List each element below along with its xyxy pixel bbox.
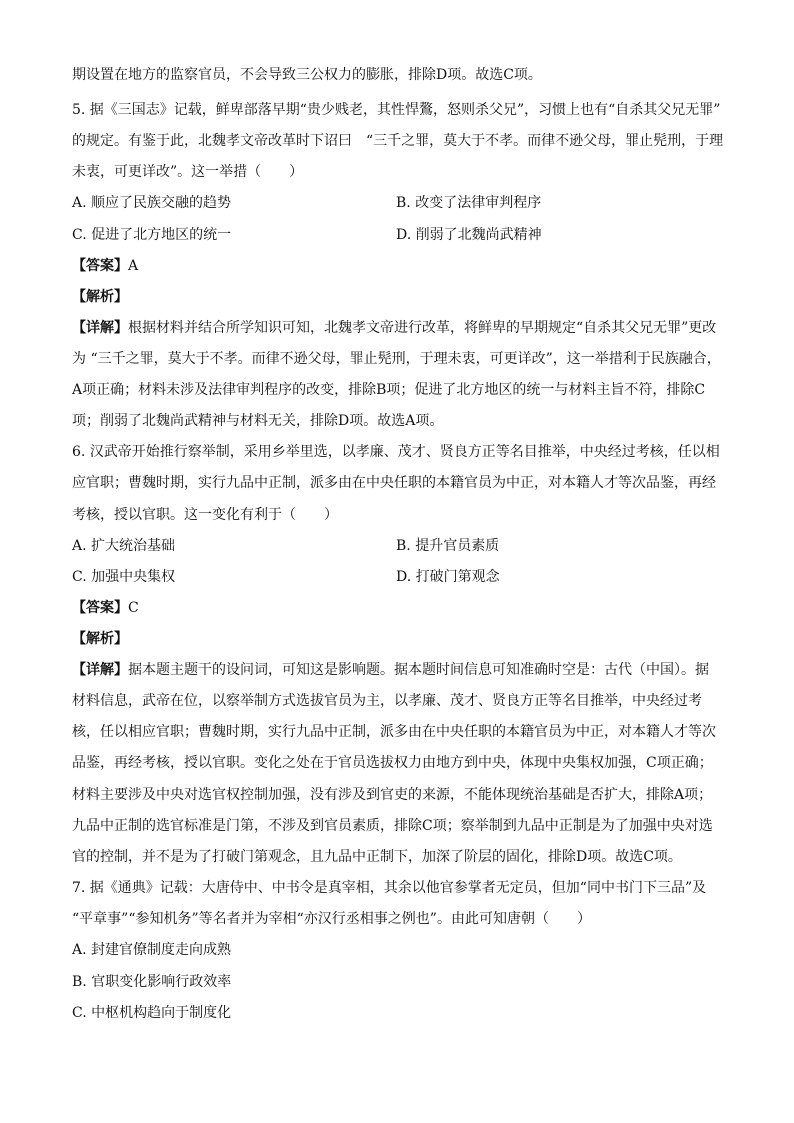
q6-option-d: D. 打破门第观念 bbox=[396, 569, 500, 585]
q6-answer bbox=[72, 599, 139, 617]
q5-stem-line-3: 未衷，可更详改”。这一举措（ ） bbox=[72, 164, 304, 180]
q5-option-d: D. 削弱了北魏尚武精神 bbox=[396, 227, 542, 243]
q6-detail-text-1: 据本题主题干的设问词，可知这是影响题。据本题时间信息可知准确时空是：古代（中国）。据 bbox=[128, 662, 709, 678]
q5-detail-line-1 bbox=[72, 319, 716, 337]
q6-detail-line-1 bbox=[72, 661, 709, 679]
q5-stem-line-2: 的规定。有鉴于此，北魏孝文帝改革时下诏曰 “三千之罪，莫大于不孝。而律不逊父母，罪止髡刑，于理 bbox=[72, 133, 724, 149]
q6-answer-value: C bbox=[128, 600, 139, 616]
q6-detail-line-6: 九品中正制的选官标准是门第，不涉及到官员素质，排除C项；察举制到九品中正制是为了加强中央对选 bbox=[72, 818, 713, 834]
q6-stem-line-1: 6. 汉武帝开始推行察举制，采用乡举里选，以孝廉、茂才、贤良方正等名目推举，中央经过考核，任以相 bbox=[72, 444, 720, 460]
q6-option-c: C. 加强中央集权 bbox=[72, 569, 176, 585]
q7-option-b: B. 官职变化影响行政效率 bbox=[72, 974, 232, 990]
q6-stem-line-2: 应官职；曹魏时期，实行九品中正制，派多由在中央任职的本籍官员为中正，对本籍人才等次品鉴，再经 bbox=[72, 475, 716, 491]
q6-option-b: B. 提升官员素质 bbox=[396, 538, 500, 554]
q6-option-a: A. 扩大统治基础 bbox=[72, 538, 176, 554]
q6-detail-line-5: 材料主要涉及中央对选官权控制加强，没有涉及到官吏的来源，不能体现统治基础是否扩大，排除A项； bbox=[72, 787, 713, 803]
q6-stem-line-3: 考核，授以官职。这一变化有利于（ ） bbox=[72, 507, 338, 523]
detail-label: 【详解】 bbox=[72, 320, 128, 336]
q5-analysis-label: 【解析】 bbox=[72, 289, 128, 305]
q7-stem-line-1: 7. 据《通典》记载：大唐侍中、中书令是真宰相，其余以他官参掌者无定员，但加“同中书门下三品”及 bbox=[72, 880, 707, 896]
detail-label: 【详解】 bbox=[72, 662, 128, 678]
q5-option-c: C. 促进了北方地区的统一 bbox=[72, 227, 232, 243]
q5-answer-value: A bbox=[128, 258, 139, 274]
q6-detail-line-2: 材料信息，武帝在位，以察举制方式选拔官员为主，以孝廉、茂才、贤良方正等名目推举，中央经过考 bbox=[72, 693, 702, 709]
q6-analysis-label: 【解析】 bbox=[72, 631, 128, 647]
q5-answer bbox=[72, 257, 138, 275]
q7-option-a: A. 封建官僚制度走向成熟 bbox=[72, 942, 232, 958]
q7-stem-line-2: “平章事”“参知机务”等名者并为宰相“亦汉行丞相事之例也”。由此可知唐朝（ ） bbox=[72, 911, 591, 927]
q5-detail-line-2: 为 “三千之罪，莫大于不孝。而律不逊父母，罪止髡刑，于理未衷，可更详改”，这一举措利于民族融合， bbox=[72, 351, 721, 367]
q6-detail-line-3: 核，任以相应官职；曹魏时期，实行九品中正制，派多由在中央任职的本籍官员为中正，对本籍人才等次 bbox=[72, 724, 716, 740]
q5-detail-text-1: 根据材料并结合所学知识可知，北魏孝文帝进行改革，将鲜卑的早期规定“自杀其父兄无罪”更改 bbox=[128, 320, 717, 336]
q5-stem-line-1: 5. 据《三国志》记载，鲜卑部落早期“贵少贱老，其性悍鷔，怒则杀父兄”，习惯上也有“自杀其父兄无罪” bbox=[72, 102, 721, 118]
q5-detail-line-3: A项正确；材料未涉及法律审判程序的改变，排除B项；促进了北方地区的统一与材料主旨不符，排除C bbox=[72, 382, 706, 398]
q6-detail-line-4: 品鉴，再经考核，授以官职。变化之处在于官员选拔权力由地方到中央，体现中央集权加强，C项正确； bbox=[72, 755, 713, 771]
continuation-text: 期设置在地方的监察官员，不会导致三公权力的膨胀，排除D项。故选C项。 bbox=[72, 67, 542, 83]
answer-label: 【答案】 bbox=[72, 600, 128, 616]
answer-label: 【答案】 bbox=[72, 258, 128, 274]
q5-option-a: A. 顺应了民族交融的趋势 bbox=[72, 195, 232, 211]
q6-detail-line-7: 官的控制，并不是为了打破门第观念，且九品中正制下，加深了阶层的固化，排除D项。故选C项。 bbox=[72, 849, 682, 865]
q5-detail-line-4: 项；削弱了北魏尚武精神与材料无关，排除D项。故选A项。 bbox=[72, 413, 444, 429]
q5-option-b: B. 改变了法律审判程序 bbox=[396, 195, 542, 211]
q7-option-c: C. 中枢机构趋向于制度化 bbox=[72, 1005, 232, 1021]
